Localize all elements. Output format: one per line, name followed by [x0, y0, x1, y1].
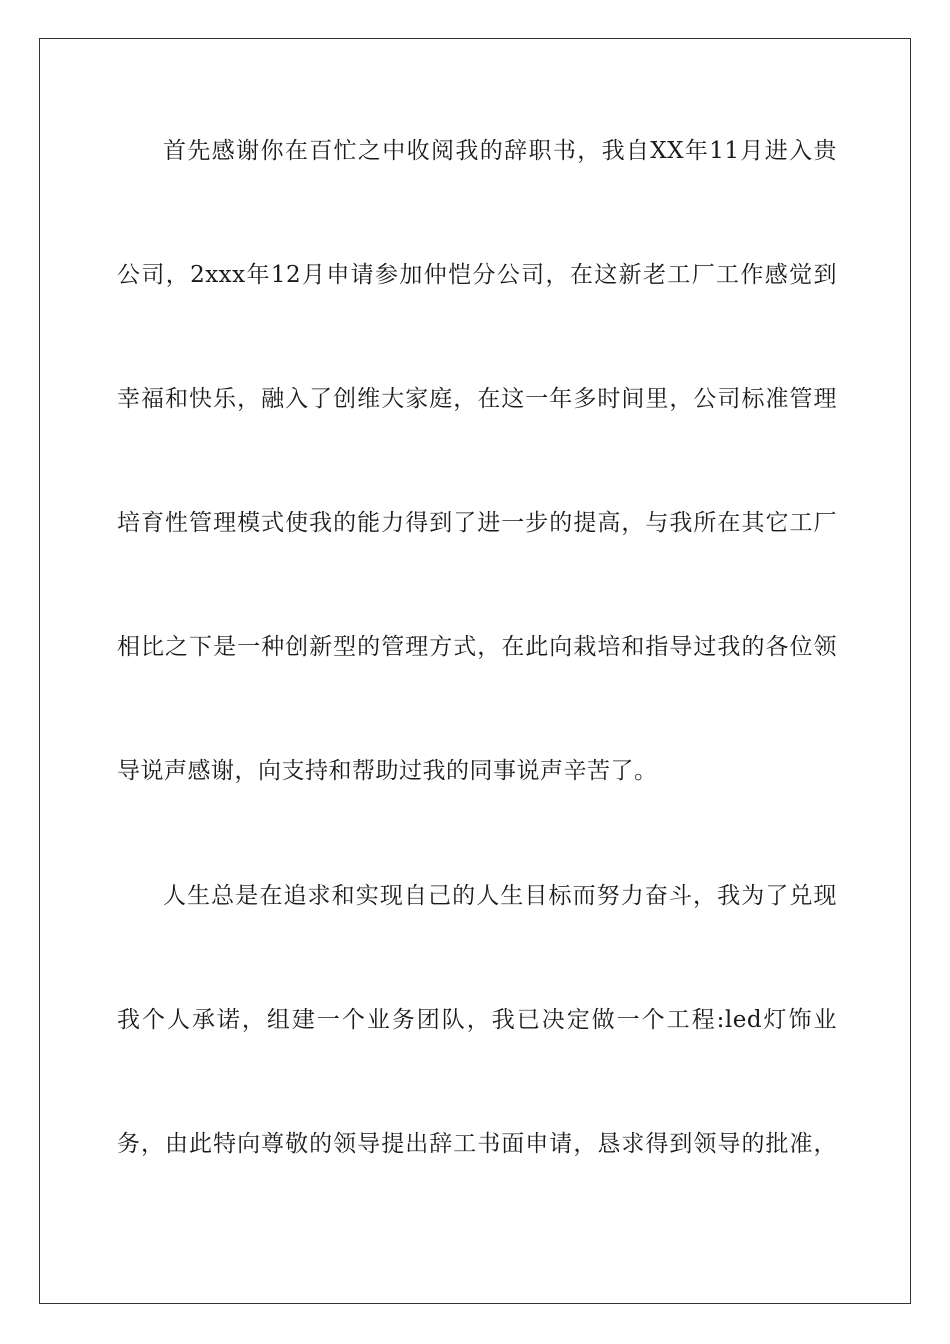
paragraph-1-line-1: 首先感谢你在百忙之中收阅我的辞职书，我自XX年11月进入贵 — [163, 138, 837, 164]
paragraph-2-line-1: 人生总是在追求和实现自己的人生目标而努力奋斗，我为了兑现 — [163, 883, 837, 909]
page-border — [39, 38, 911, 1304]
paragraph-1-line-4: 培育性管理模式使我的能力得到了进一步的提高，与我所在其它工厂 — [117, 510, 837, 536]
paragraph-1-line-6: 导说声感谢，向支持和帮助过我的同事说声辛苦了。 — [117, 758, 658, 784]
paragraph-2-line-2: 我个人承诺，组建一个业务团队，我已决定做一个工程:led灯饰业 — [117, 1007, 837, 1033]
paragraph-1-line-5: 相比之下是一种创新型的管理方式，在此向栽培和指导过我的各位领 — [117, 634, 837, 660]
paragraph-1-line-3: 幸福和快乐，融入了创维大家庭，在这一年多时间里，公司标准管理 — [117, 386, 837, 412]
paragraph-1-line-2: 公司，2xxx年12月申请参加仲恺分公司，在这新老工厂工作感觉到 — [117, 262, 837, 288]
paragraph-2-line-3: 务，由此特向尊敬的领导提出辞工书面申请，恳求得到领导的批准， — [117, 1131, 837, 1157]
